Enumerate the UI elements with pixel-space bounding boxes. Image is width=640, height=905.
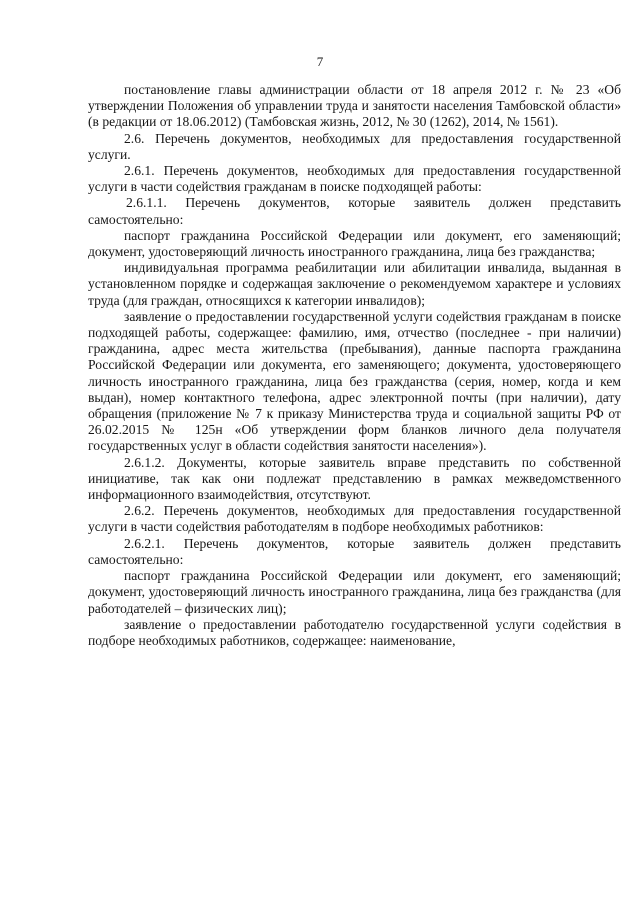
paragraph-2-6: 2.6. Перечень документов, необходимых для предоставления государственной услуги. — [88, 130, 621, 162]
paragraph-passport: паспорт гражданина Российской Федерации или документ, его заменяющий; документ, удостоверяющий личность иностранного гражданина, лица без гражданства; — [88, 227, 621, 260]
paragraph-2-6-2-1: 2.6.2.1. Перечень документов, которые заявитель должен представить самостоятельно: — [88, 535, 621, 567]
page-number: 7 — [316, 54, 324, 69]
paragraph-2-6-2: 2.6.2. Перечень документов, необходимых для предоставления государственной услуги в части содействия работодателям в подборе необходимых работников: — [88, 503, 621, 535]
paragraph-2-6-1: 2.6.1. Перечень документов, необходимых для предоставления государственной услуги в части содействия гражданам в поиске подходящей работы: — [88, 163, 621, 195]
document-body — [88, 82, 621, 649]
paragraph-rehabilitation-program: индивидуальная программа реабилитации или абилитации инвалида, выданная в установленном порядке и содержащая заключение о рекомендуемом характере и условиях труда (для граждан, относящихся к категории инвалидов); — [88, 260, 621, 308]
paragraph-resolution: постановление главы администрации области от 18 апреля 2012 г. № 23 «Об утверждении Положения об управлении труда и занятости населения Тамбовской области» (в редакции от 18.06.2012) (Тамбовская жизнь, 2012, № 30 (1262), 2014, № 1561). — [88, 82, 621, 130]
paragraph-application: заявление о предоставлении государственной услуги содействия гражданам в поиске подходящей работы, содержащее: фамилию, имя, отчество (последнее - при наличии) гражданина, адрес места жительства (пребывания), данные паспорта гражданина Российской Федерации или документа, его заменяющего; документа, удостоверяющего личность иностранного гражданина, лица без гражданства (серия, номер, когда и кем выдан), номер контактного телефона, адрес электронной почты (при наличии), дату обращения (приложение № 7 к приказу Министерства труда и социальной защиты РФ от 26.02.2015 № 125н «Об утверждении форм бланков личного дела получателя государственных услуг в области содействия занятости населения»). — [88, 308, 621, 454]
paragraph-employer-application: заявление о предоставлении работодателю государственной услуги содействия в подборе необходимых работников, содержащее: наименование, — [88, 616, 621, 648]
paragraph-2-6-1-2: 2.6.1.2. Документы, которые заявитель вправе представить по собственной инициативе, так как они подлежат представлению в рамках межведомственного информационного взаимодействия, отсутствуют. — [88, 454, 621, 503]
paragraph-passport-employer: паспорт гражданина Российской Федерации или документ, его заменяющий; документ, удостоверяющий личность иностранного гражданина, лица без гражданства (для работодателей – физических лиц); — [88, 568, 621, 616]
paragraph-2-6-1-1: 2.6.1.1. Перечень документов, которые заявитель должен представить самостоятельно: — [88, 195, 621, 227]
